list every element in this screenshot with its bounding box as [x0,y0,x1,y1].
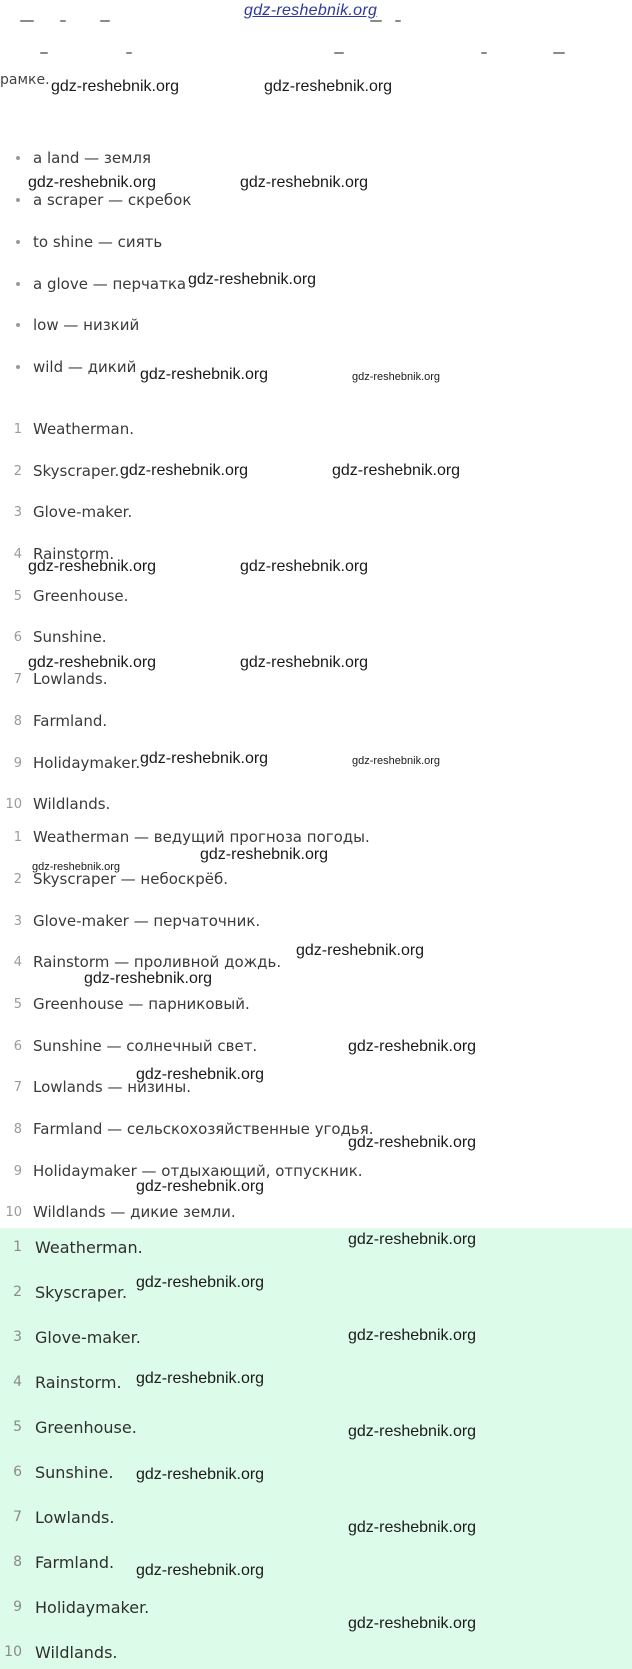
watermark: gdz-reshebnik.org [348,1327,477,1344]
watermark: gdz-reshebnik.org [136,1274,265,1291]
cut-off-text-line-2 [0,46,632,62]
bullet-icon [16,282,20,286]
watermark: gdz-reshebnik.org [240,558,369,575]
watermark: gdz-reshebnik.org [136,1066,265,1083]
watermark: gdz-reshebnik.org [348,1134,477,1151]
watermark: gdz-reshebnik.org [120,462,249,479]
bullet-icon [16,156,20,160]
bullet-icon [16,365,20,369]
watermark: gdz-reshebnik.org [32,861,121,873]
watermark: gdz-reshebnik.org [136,1178,265,1195]
watermark: gdz-reshebnik.org [240,174,369,191]
watermark: gdz-reshebnik.org [28,558,157,575]
watermark: gdz-reshebnik.org [352,371,441,383]
watermark: gdz-reshebnik.org [140,366,269,383]
bullet-icon [16,198,20,202]
watermark: gdz-reshebnik.org [136,1466,265,1483]
watermark: gdz-reshebnik.org [348,1423,477,1440]
watermark: gdz-reshebnik.org [200,846,329,863]
watermark: gdz-reshebnik.org [348,1038,477,1055]
watermark: gdz-reshebnik.org [348,1615,477,1632]
watermark: gdz-reshebnik.org [352,755,441,767]
watermark: gdz-reshebnik.org [28,654,157,671]
watermark: gdz-reshebnik.org [348,1519,477,1536]
bullet-icon [16,323,20,327]
watermark: gdz-reshebnik.org [188,271,317,288]
watermark: gdz-reshebnik.org [28,174,157,191]
header-watermark: gdz-reshebnik.org [244,2,378,19]
watermark: gdz-reshebnik.org [140,750,269,767]
watermark: gdz-reshebnik.org [296,942,425,959]
watermark: gdz-reshebnik.org [240,654,369,671]
bullet-icon [16,240,20,244]
watermark: gdz-reshebnik.org [264,78,393,95]
watermark: gdz-reshebnik.org [51,78,180,95]
watermark: gdz-reshebnik.org [136,1370,265,1387]
watermark: gdz-reshebnik.org [332,462,461,479]
intro-tail-text: рамке. [0,72,50,88]
watermark: gdz-reshebnik.org [136,1562,265,1579]
watermark: gdz-reshebnik.org [348,1231,477,1248]
watermark: gdz-reshebnik.org [84,970,213,987]
